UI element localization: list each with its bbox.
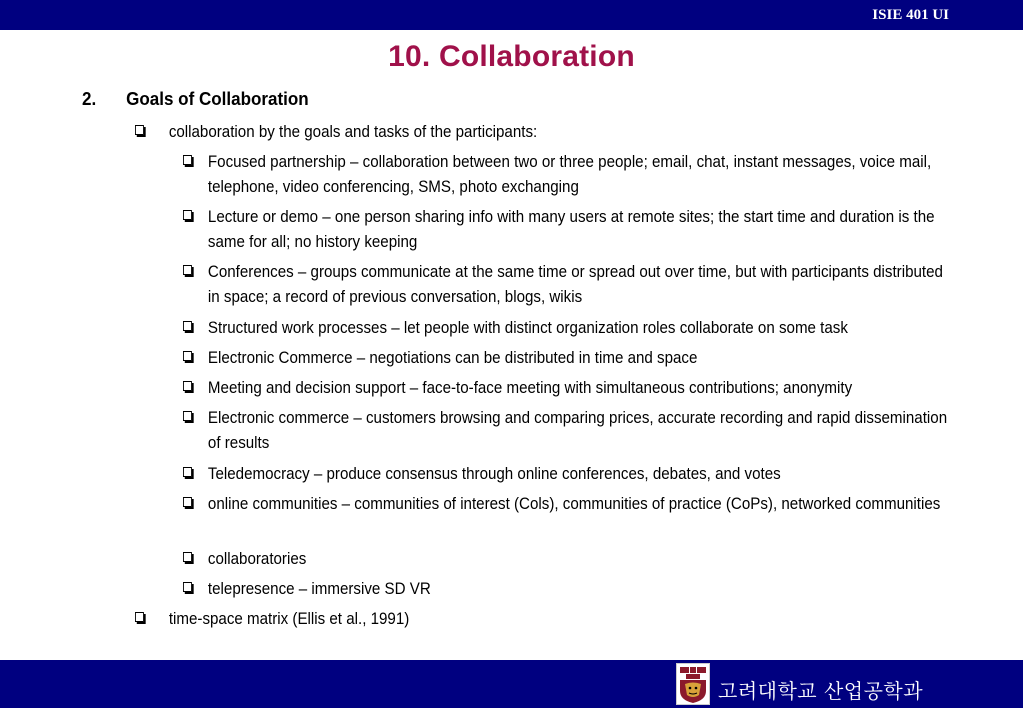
list-item-text: Conferences – groups communicate at the same time or spread out over time, but with participants distributed in space; a record of previous conversation, blogs, wikis [207,262,943,306]
list-item [183,315,948,340]
checkbox-bullet-icon [183,552,192,562]
section-title: Goals of Collaboration [126,88,309,109]
course-code: ISIE 401 UI [872,7,949,23]
checkbox-bullet-icon [135,125,144,135]
list-item-text: telepresence – immersive SD VR [207,579,431,598]
list-item-text: Meeting and decision support – face-to-face meeting with simultaneous contributions; anonymity [207,378,853,397]
list-item [183,204,948,254]
checkbox-bullet-icon [183,467,192,477]
university-crest-icon [676,663,710,705]
list-item [183,405,948,455]
checkbox-bullet-icon [135,612,144,622]
checkbox-bullet-icon [183,321,192,331]
checkbox-bullet-icon [183,155,192,165]
list-item-text: online communities – communities of interest (Cols), communities of practice (CoPs), networked communities [207,494,941,513]
list-item [183,491,948,516]
checkbox-bullet-icon [183,265,192,275]
list-item-text: time-space matrix (Ellis et al., 1991) [168,609,410,628]
section-number: 2. [82,88,97,109]
crest-graphic [677,664,709,704]
checkbox-bullet-icon [183,210,192,220]
list-item [183,461,948,486]
list-item [183,345,948,370]
list-item [135,606,829,631]
list-item-text: Lecture or demo – one person sharing info with many users at remote sites; the start time and duration is the same for all; no history keeping [207,207,935,251]
list-item-text: collaboratories [207,549,307,568]
list-item [183,576,948,601]
checkbox-bullet-icon [183,582,192,592]
list-item [183,546,948,571]
list-item [183,259,948,309]
checkbox-bullet-icon [183,381,192,391]
list-item [183,375,948,400]
list-item [183,149,948,199]
list-item-text: Focused partnership – collaboration between two or three people; email, chat, instant messages, voice mail, telephone, video conferencing, SMS, photo exchanging [207,152,932,196]
list-item-text: Electronic Commerce – negotiations can be distributed in time and space [207,348,698,367]
checkbox-bullet-icon [183,411,192,421]
header-bar [0,0,1023,30]
section-heading [82,88,309,110]
list-item-text: collaboration by the goals and tasks of the participants: [168,122,538,141]
list-item-text: Teledemocracy – produce consensus through online conferences, debates, and votes [207,464,781,483]
checkbox-bullet-icon [183,351,192,361]
list-item [135,119,829,144]
list-item-text: Structured work processes – let people with distinct organization roles collaborate on some task [207,318,848,337]
checkbox-bullet-icon [183,497,192,507]
university-name: 고려대학교 산업공학과 [718,679,924,703]
list-item-text: Electronic commerce – customers browsing and comparing prices, accurate recording and rapid dissemination of results [207,408,948,452]
slide-title: 10. Collaboration [388,40,635,73]
